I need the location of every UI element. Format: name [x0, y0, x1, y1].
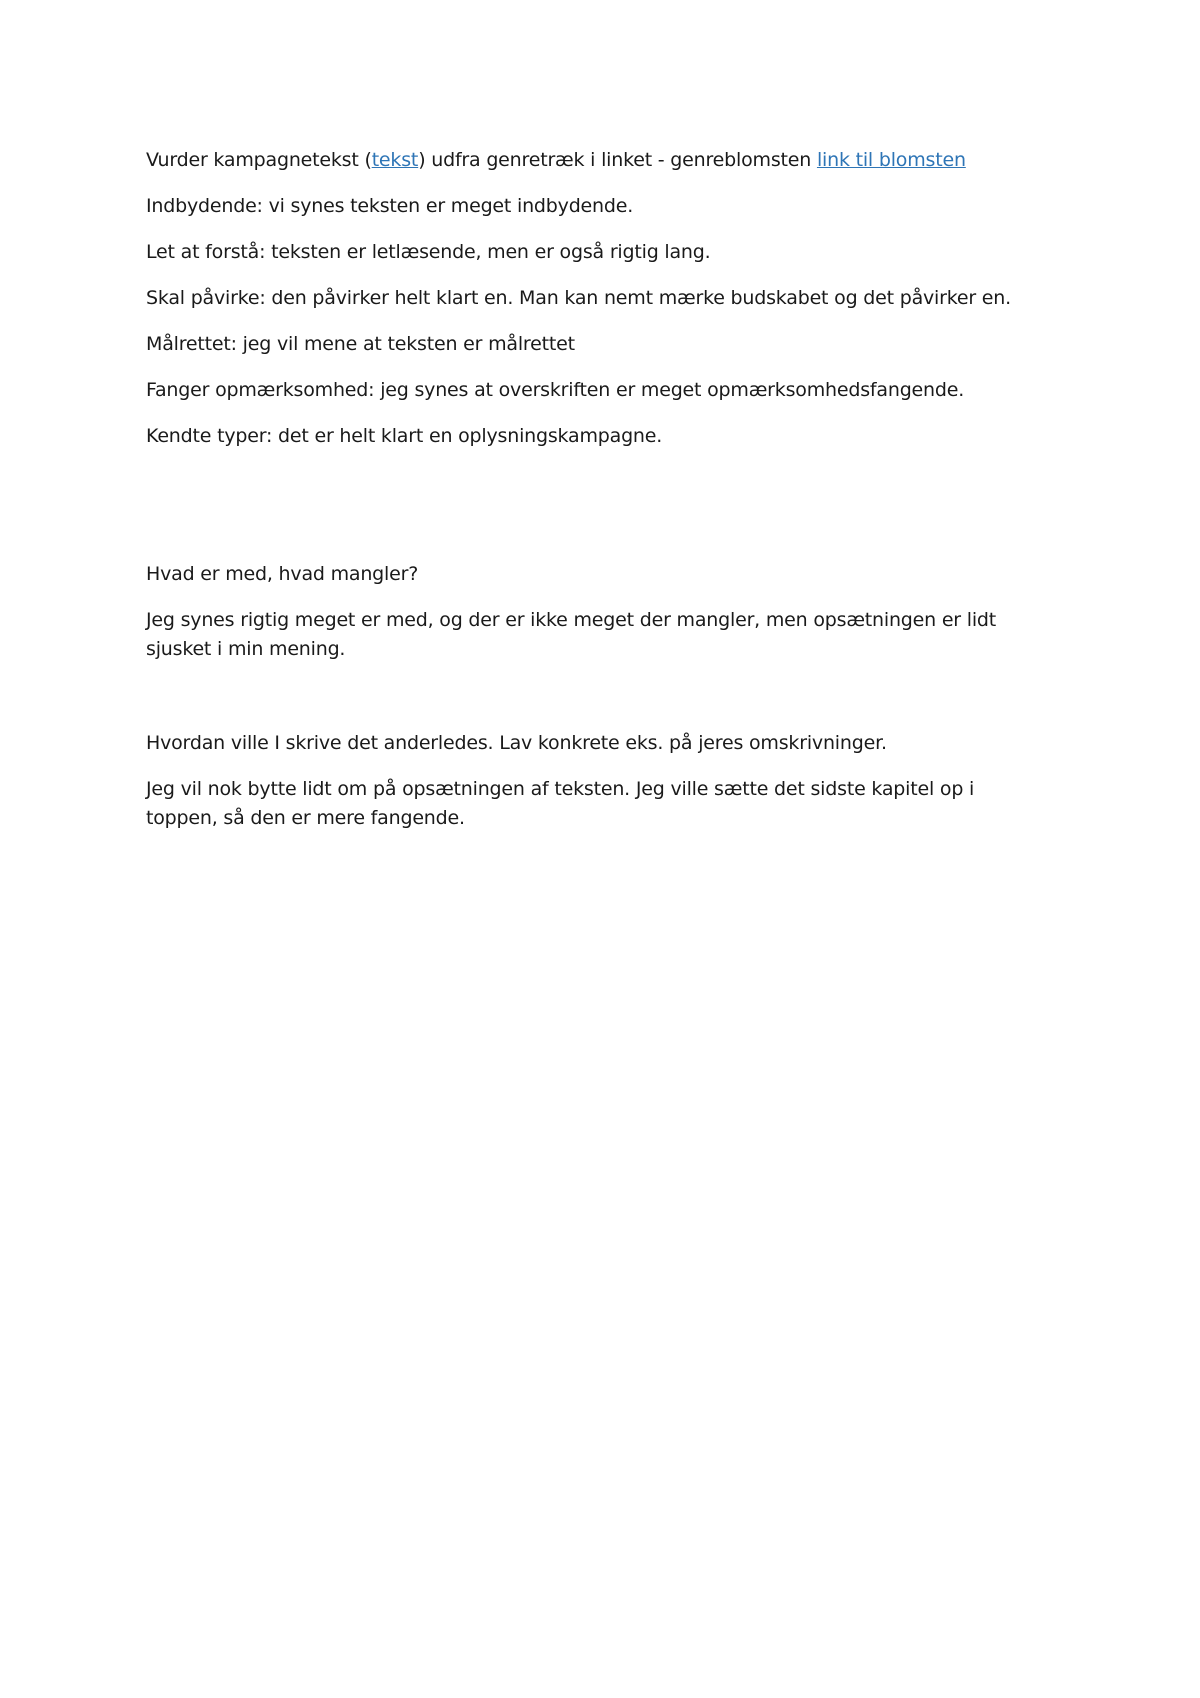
intro-prefix: Vurder kampagnetekst ( — [146, 149, 372, 171]
answer-hvordan-anderledes: Jeg vil nok bytte lidt om på opsætningen af teksten. Jeg ville sætte det sidste kapitel op i toppen, så den er mere fangende. — [146, 778, 975, 829]
criterion-maalrettet: Målrettet: jeg vil mene at teksten er målrettet — [146, 333, 575, 355]
genreblomst-link[interactable]: link til blomsten — [816, 149, 966, 171]
answer-hvad-er-med: Jeg synes rigtig meget er med, og der er ikke meget der mangler, men opsætningen er lidt sjusket i min mening. — [146, 609, 997, 660]
question-hvordan-anderledes: Hvordan ville I skrive det anderledes. Lav konkrete eks. på jeres omskrivninger. — [146, 732, 887, 754]
criterion-indbydende: Indbydende: vi synes teksten er meget indbydende. — [146, 195, 634, 217]
tekst-link[interactable]: tekst — [371, 149, 419, 171]
question-hvad-er-med: Hvad er med, hvad mangler? — [146, 563, 419, 585]
document-body — [146, 146, 1046, 850]
spacer — [146, 681, 1046, 729]
criterion-skal-paavirke: Skal påvirke: den påvirker helt klart en. Man kan nemt mærke budskabet og det påvirker en. — [146, 287, 1011, 309]
intro-paragraph — [146, 146, 1046, 175]
intro-middle: ) udfra genretræk i linket - genreblomsten — [418, 149, 817, 171]
criterion-fanger-opmaerksomhed: Fanger opmærksomhed: jeg synes at overskriften er meget opmærksomhedsfangende. — [146, 379, 965, 401]
criterion-kendte-typer: Kendte typer: det er helt klart en oplysningskampagne. — [146, 425, 663, 447]
criterion-let-at-forstaa: Let at forstå: teksten er letlæsende, men er også rigtig lang. — [146, 241, 711, 263]
spacer — [146, 468, 1046, 560]
